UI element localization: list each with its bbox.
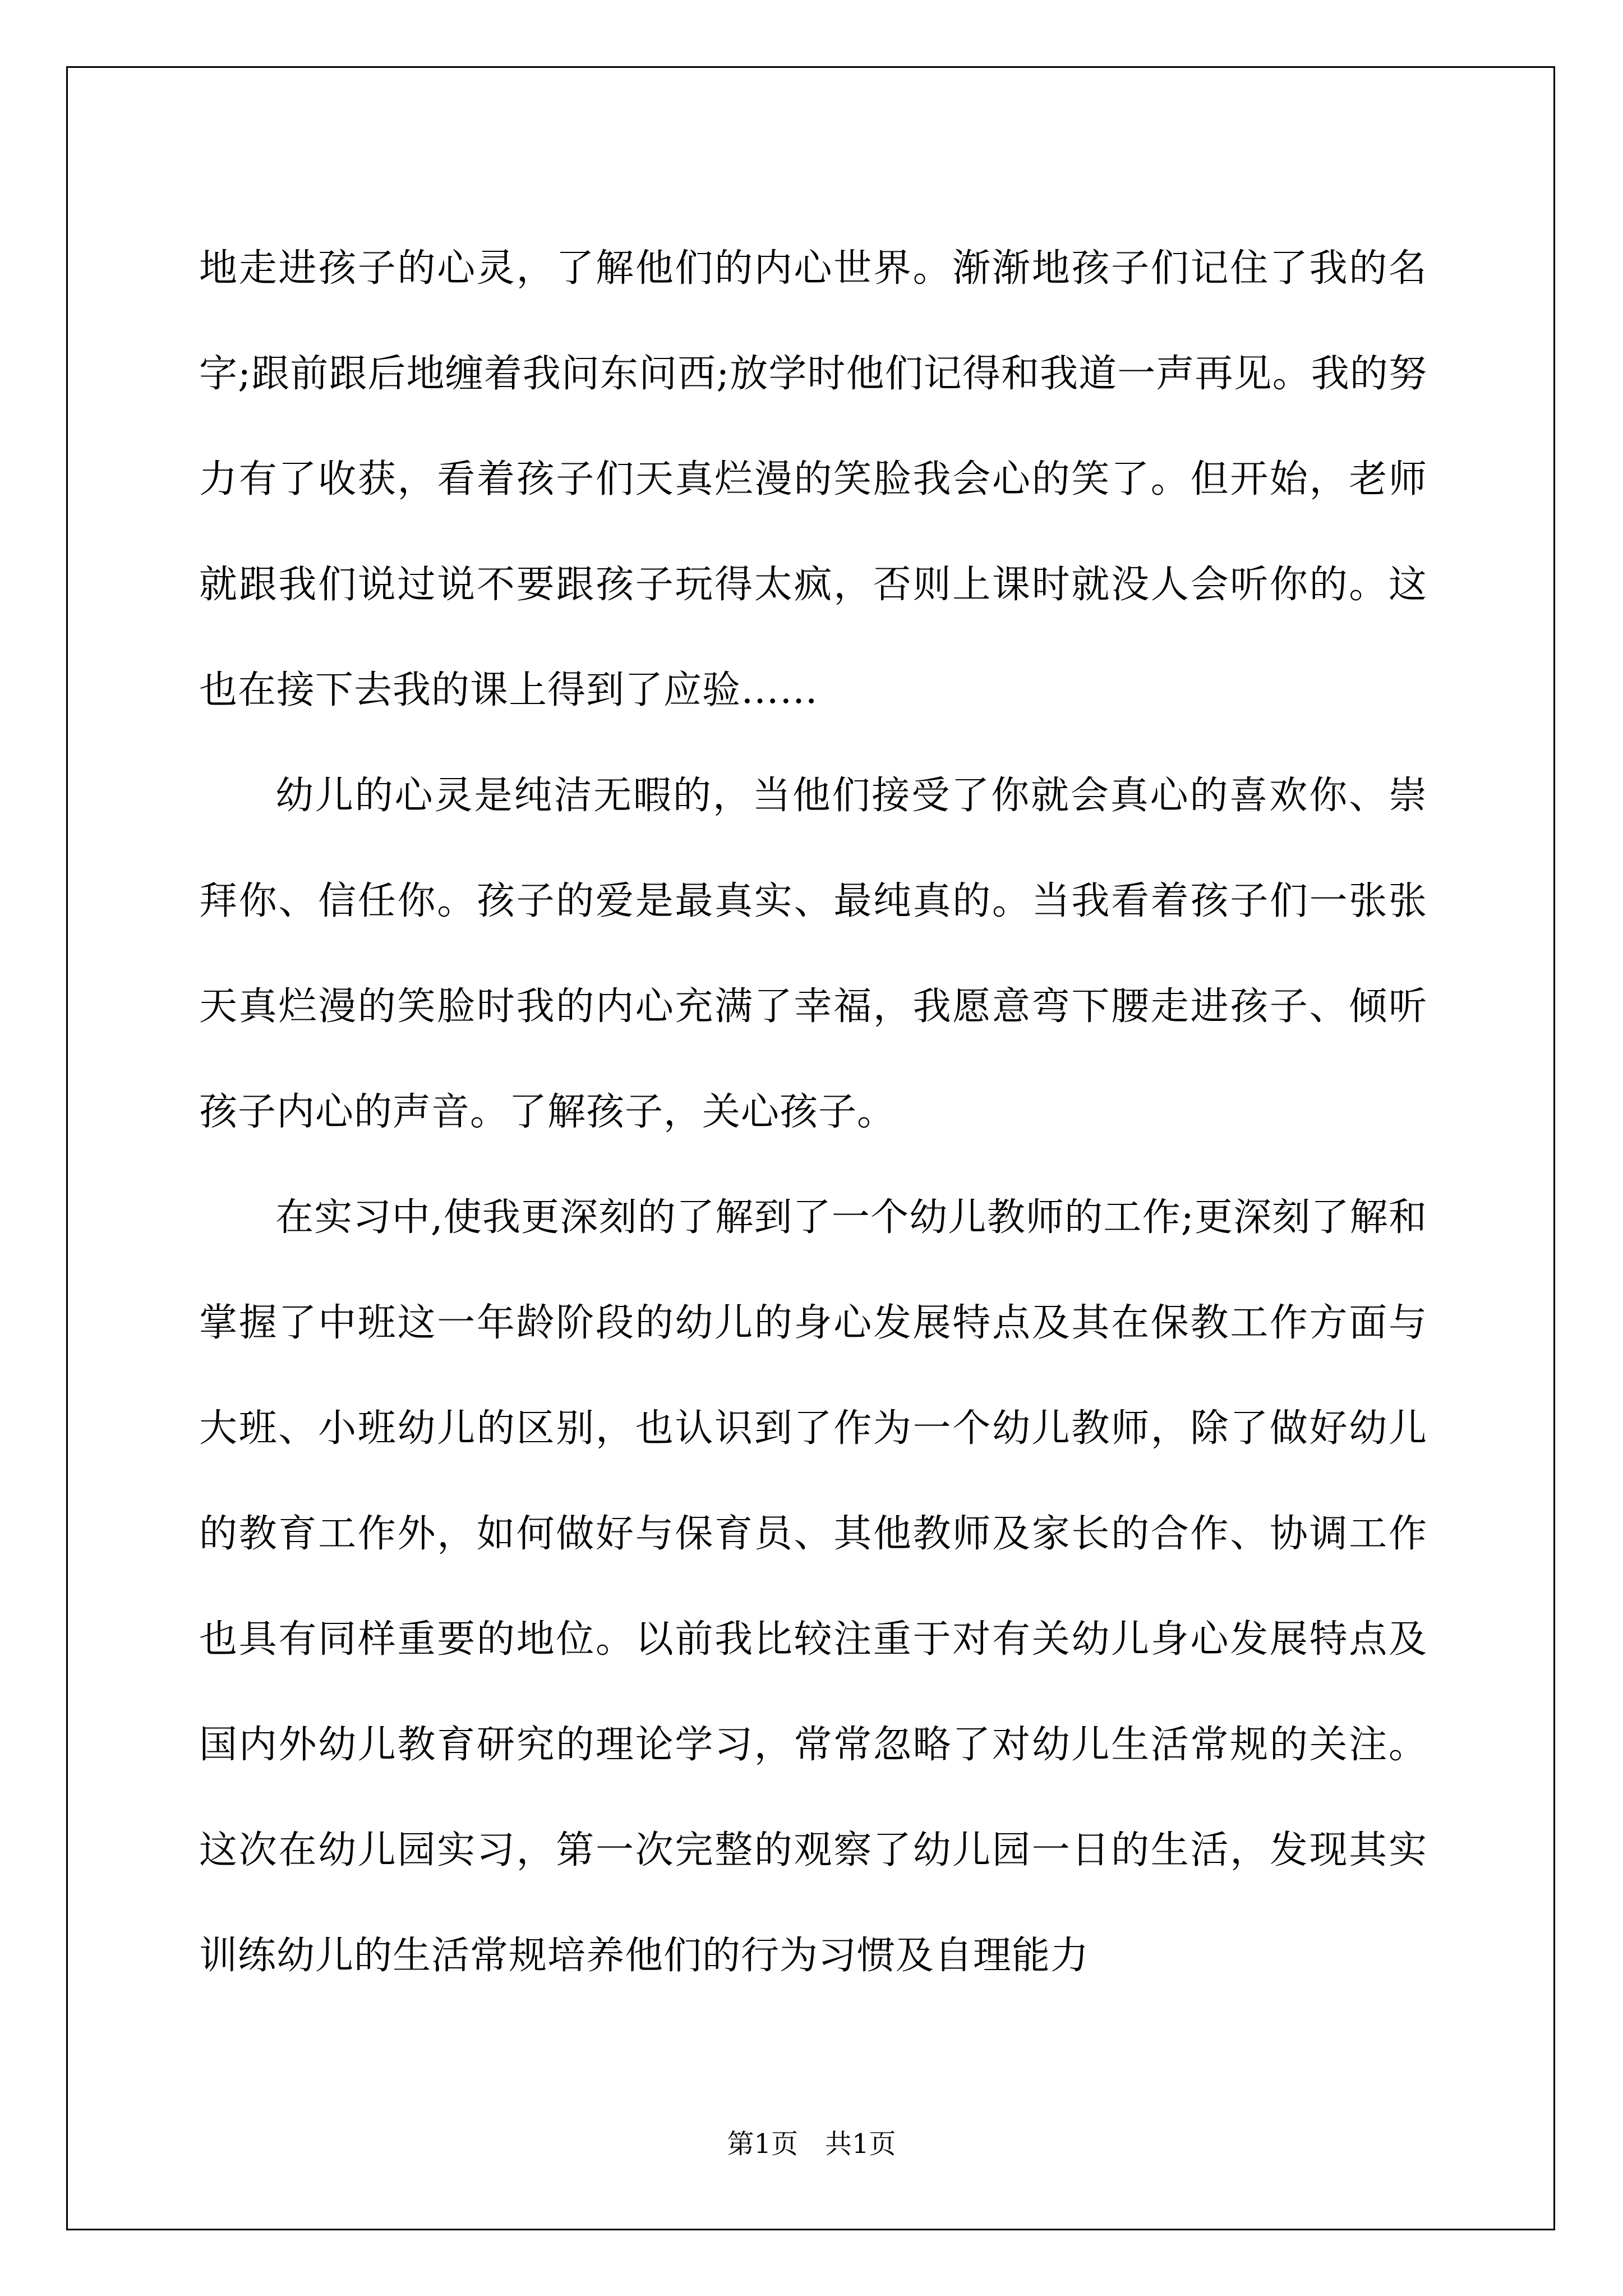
page-footer: 第1页 共1页	[727, 2128, 896, 2160]
paragraph-1: 地走进孩子的心灵，了解他们的内心世界。渐渐地孩子们记住了我的名字;跟前跟后地缠着我问东问西;放学时他们记得和我道一声再见。我的努力有了收获，看着孩子们天真烂漫的笑脸我会心的笑了。但开始，老师就跟我们说过说不要跟孩子玩得太疯，否则上课时就没人会听你的。这也在接下去我的课上得到了应验……	[199, 246, 1427, 712]
document-body	[199, 216, 1427, 2009]
paragraph-2: 幼儿的心灵是纯洁无暇的，当他们接受了你就会真心的喜欢你、崇拜你、信任你。孩子的爱是最真实、最纯真的。当我看着孩子们一张张天真烂漫的笑脸时我的内心充满了幸福，我愿意弯下腰走进孩子、倾听孩子内心的声音。了解孩子，关心孩子。	[199, 774, 1427, 1134]
paragraph-3: 在实习中,使我更深刻的了解到了一个幼儿教师的工作;更深刻了解和掌握了中班这一年龄阶段的幼儿的身心发展特点及其在保教工作方面与大班、小班幼儿的区别，也认识到了作为一个幼儿教师，除了做好幼儿的教育工作外，如何做好与保育员、其他教师及家长的合作、协调工作也具有同样重要的地位。以前我比较注重于对有关幼儿身心发展特点及国内外幼儿教育研究的理论学习，常常忽略了对幼儿生活常规的关注。这次在幼儿园实习，第一次完整的观察了幼儿园一日的生活，发现其实训练幼儿的生活常规培养他们的行为习惯及自理能力	[199, 1195, 1427, 1978]
